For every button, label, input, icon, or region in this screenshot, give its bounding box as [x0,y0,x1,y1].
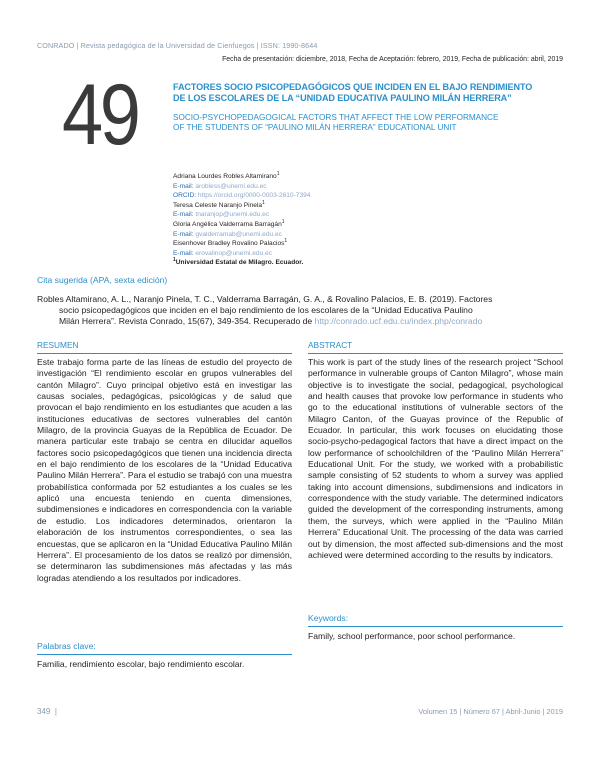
author-name: Gloria Angélica Valderrama Barragán$^1$ [173,218,285,228]
email-link[interactable]: gvalderramab@unemi.edu.ec [195,230,282,238]
keywords-es: Familia, rendimiento escolar, bajo rendimiento escolar. [37,659,245,669]
keywords-en-divider [308,626,563,627]
title-english-line: OF THE STUDENTS OF “PAULINO MILÁN HERRERA” EDUCATIONAL UNIT [173,123,457,132]
title-english [173,113,568,133]
title-spanish [173,82,568,104]
journal-header: CONRADO | Revista pedagógica de la Universidad de Cienfuegos | ISSN: 1990-8644 [37,41,318,50]
issue-info: Volumen 15 | Número 67 | Abril-Junio | 2019 [418,707,563,716]
author-email: E-mail: tnaranjop@unemi.edu.ec [173,211,270,219]
keywords-en-title: Keywords: [308,613,349,623]
citation-url-link[interactable]: http://conrado.ucf.edu.cu/index.php/conrado [314,316,483,327]
email-link[interactable]: erovalinop@unemi.edu.ec [195,249,273,257]
author-orcid: ORCID: https://orcid.org/0000-0003-2610-7394 [173,192,311,200]
citation-text: Robles Altamirano, A. L., Naranjo Pinela, T. C., Valderrama Barragán, G. A., & Rovalino Palacios, E. B. (2019). Factores socio psicopedagógicos que inciden en el bajo rendimiento de los escolares de la “Unidad Educativa Paulino Milán Herrera”. Revista Conrado, 15(67), 349-354. Recuperado de http://conrado.ucf.edu.cu/index.php/conrado [37,294,493,327]
title-spanish-line: FACTORES SOCIO PSICOPEDAGÓGICOS QUE INCIDEN EN EL BAJO RENDIMIENTO [173,82,533,92]
keywords-es-divider [37,654,292,655]
author-name: Eisenhover Bradley Rovalino Palacios$^1$ [173,237,288,248]
title-spanish-line: DE LOS ESCOLARES DE LA “UNIDAD EDUCATIVA PAULINO MILÁN HERRERA” [173,93,512,103]
keywords-en: Family, school performance, poor school performance. [308,631,516,641]
orcid-link[interactable]: https://orcid.org/0000-0003-2610-7394 [197,192,311,200]
abstract-divider [308,353,563,354]
author-name: Teresa Celeste Naranjo Pinela$^1$ [173,199,265,209]
author-email: E-mail: erovalinop@unemi.edu.ec [173,249,273,257]
citation-title: Cita sugerida (APA, sexta edición) [37,275,168,285]
resumen-heading: RESUMEN [37,340,79,350]
authors-block [173,172,393,268]
page-number: 349 | [37,707,57,716]
article-number: 49 [62,67,138,163]
abstract-text: This work is part of the study lines of the research project “School performance in vulnerable groups of Canton Milagro”, whose main objective is to investigate the social, pedagogical, psychological and health causes that provoke low performance in students who go to the educational institutions of vulnerable sectors of the Milagro Canton, of the Guayas province of the Republic of Ecuador. In particular, this work focuses on elucidating those socio-psycho-pedagogical factors that have a direct impact on the low performance of schoolchildren of the “Paulino Milán Herrera” Educational Unit. For the study, we worked with a probabilistic sample consisting of 52 students to whom a survey was applied taking into account dimensions, subdimensions and indicators in correspondence with the study variable. The determined indicators guided the development of the corresponding instruments, among them, the surveys, which were applied in the “Paulino Milán Herrera” Educational Unit. The processing of the data was carried out by dimension, the most affected sub-dimensions and the most achieved were determined according to the results by indicators. [308,357,563,560]
email-link[interactable]: arobless@unemi.edu.ec [195,182,267,190]
email-link[interactable]: tnaranjop@unemi.edu.ec [195,211,270,219]
abstract-heading: ABSTRACT [308,340,353,350]
resumen-text: Este trabajo forma parte de las líneas de estudio del proyecto de investigación “El rendimiento escolar en grupos vulnerables del cantón Milagro”. Cuyo principal objetivo está en investigar las causas sociales, pedagógicas, psicológicas y de salud que provocan el bajo rendimiento en los estudiantes que acuden a las instituciones educativas de sectores vulnerables del cantón Milagro, de la provincia Guayas de la República de Ecuador. De manera particular este trabajo se centra en dilucidar aquellos factores socio psicopedagógicos que tienen una incidencia directa en el bajo rendimiento de los escolares de la “Unidad Educativa Paulino Milán Herrera”. Para el estudio se trabajó con una muestra probabilística conformada por 52 estudiantes a los cuales se les aplicó una encuesta teniendo en cuenta dimensiones, subdimensiones e indicadores en correspondencia con la variable de estudio. Los indicadores determinados, orientaron la elaboración de los instrumentos correspondientes, o sea las encuestas, que se aplicaron en la “Unidad Educativa Paulino Milán Herrera”. El procesamiento de los datos se realizó por dimensión, se determinaron las subdimensiones más afectadas y las más logradas atendiendo a los resultados por indicadores. [37,357,292,583]
author-email: E-mail: gvalderramab@unemi.edu.ec [173,230,282,238]
title-english-line: SOCIO-PSYCHOPEDAGOGICAL FACTORS THAT AFFECT THE LOW PERFORMANCE [173,113,499,122]
author-email: E-mail: arobless@unemi.edu.ec [173,182,267,190]
publication-dates: Fecha de presentación: diciembre, 2018, Fecha de Aceptación: febrero, 2019, Fecha de publicación: abril, 2019 [222,56,563,63]
resumen-divider [37,353,292,354]
keywords-es-title: Palabras clave: [37,641,96,651]
author-name: Adriana Lourdes Robles Altamirano$^1$ [173,170,280,180]
affiliation: $^1$Universidad Estatal de Milagro. Ecuador. [173,257,304,267]
